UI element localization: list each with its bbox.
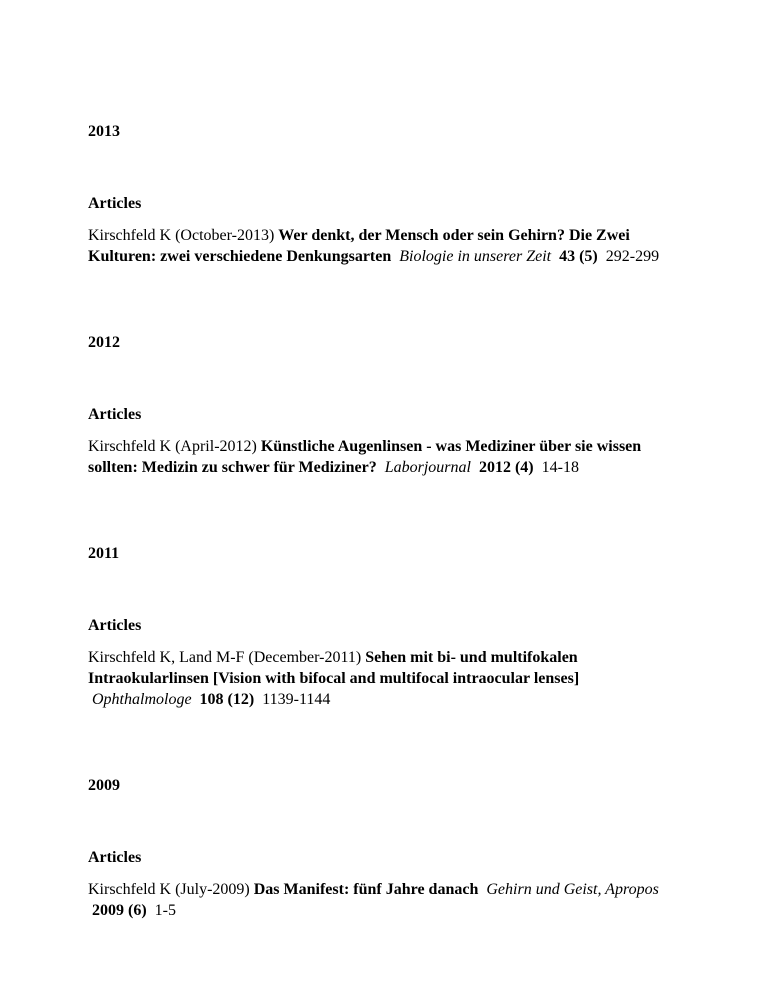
- citation-authors: Kirschfeld K (October-2013): [88, 227, 275, 244]
- year-heading: 2011: [88, 545, 120, 562]
- citation-journal: Laborjournal: [384, 459, 471, 476]
- citation-pages: 14-18: [541, 459, 579, 476]
- citation-volume: 43 (5): [559, 248, 598, 265]
- citation-title: Sehen mit bi- und multifokalen Intraokularlinsen [Vision with bifocal and multifocal intraocular lenses]: [88, 649, 580, 687]
- citation-authors: Kirschfeld K, Land M-F (December-2011): [88, 649, 362, 666]
- citation-title: Künstliche Augenlinsen - was Mediziner über sie wissen sollten: Medizin zu schwer für Mediziner?: [88, 438, 642, 476]
- citation: [88, 225, 686, 267]
- year-section-2011: [88, 543, 686, 710]
- year-section-2009: [88, 775, 686, 921]
- citation-pages: 1-5: [154, 902, 176, 919]
- citation-journal: Gehirn und Geist, Apropos: [486, 881, 659, 898]
- citation-pages: 292-299: [605, 248, 660, 265]
- citation-volume: 2012 (4): [478, 459, 534, 476]
- year-heading: 2012: [88, 334, 120, 351]
- year-section-2012: [88, 332, 686, 478]
- citation: [88, 879, 686, 921]
- citation-title: Das Manifest: fünf Jahre danach: [253, 881, 479, 898]
- citation-title: Wer denkt, der Mensch oder sein Gehirn? Die Zwei Kulturen: zwei verschiedene Denkungsarten: [88, 227, 630, 265]
- citation-volume: 2009 (6): [92, 902, 147, 919]
- citation: [88, 436, 686, 478]
- year-section-2013: [88, 121, 686, 267]
- articles-heading: Articles: [88, 849, 142, 866]
- citation: [88, 647, 686, 710]
- year-heading: 2013: [88, 123, 120, 140]
- citation-pages: 1139-1144: [262, 691, 331, 708]
- citation-authors: Kirschfeld K (July-2009): [88, 881, 250, 898]
- articles-heading: Articles: [88, 617, 142, 634]
- citation-authors: Kirschfeld K (April-2012): [88, 438, 257, 455]
- year-heading: 2009: [88, 777, 120, 794]
- citation-journal: Ophthalmologe: [92, 691, 192, 708]
- articles-heading: Articles: [88, 195, 142, 212]
- articles-heading: Articles: [88, 406, 142, 423]
- citation-volume: 108 (12): [199, 691, 255, 708]
- citation-journal: Biologie in unserer Zeit: [399, 248, 552, 265]
